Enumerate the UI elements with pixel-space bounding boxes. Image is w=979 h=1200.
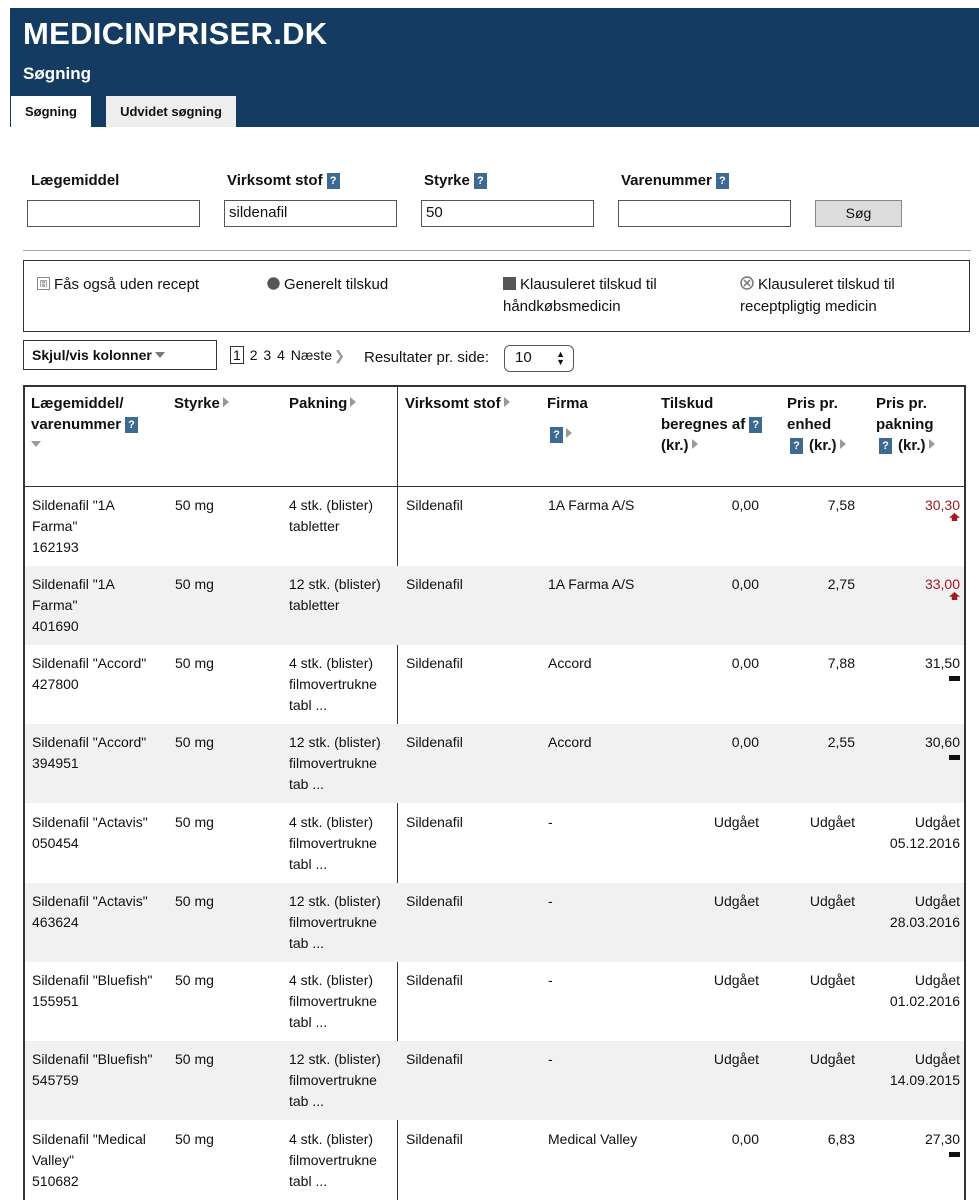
cell-pakning-line: filmovertrukne bbox=[289, 676, 377, 692]
crossed-circle-icon bbox=[740, 275, 754, 296]
cell-name-line: Farma" bbox=[32, 518, 78, 534]
cell-pakning-line: tab ... bbox=[289, 776, 325, 792]
cell-tilskud bbox=[655, 812, 759, 833]
cell-styrke bbox=[175, 653, 275, 674]
tab-soegning[interactable]: Søgning bbox=[11, 96, 91, 127]
cell-pakning bbox=[289, 812, 399, 875]
cell-pakning-line: 12 stk. (blister) bbox=[289, 1051, 381, 1067]
cell-name bbox=[32, 732, 172, 774]
table-row[interactable] bbox=[25, 1121, 964, 1200]
header-text: Styrke bbox=[174, 395, 220, 412]
cell-pakning-line: tabletter bbox=[289, 597, 340, 613]
legend-item-generelt bbox=[267, 274, 388, 296]
cell-virksomt-stof-line: Sildenafil bbox=[406, 576, 463, 592]
field-label-laegemiddel bbox=[31, 172, 119, 189]
per-page-value: 10 bbox=[515, 349, 532, 366]
cell-pakning-line: tabl ... bbox=[289, 1173, 328, 1189]
cell-firma-line: - bbox=[548, 1051, 553, 1067]
cell-styrke-line: 50 mg bbox=[175, 893, 214, 909]
cell-firma-line: - bbox=[548, 814, 553, 830]
sort-icon bbox=[223, 397, 229, 407]
cell-name-line: Sildenafil "Accord" bbox=[32, 655, 147, 671]
header-text: Pris pr. bbox=[787, 395, 838, 412]
cell-tilskud-line: 0,00 bbox=[731, 497, 759, 513]
cell-pris-pakning-line: Udgået bbox=[914, 893, 960, 909]
cell-firma-line: - bbox=[548, 972, 553, 988]
header-firma[interactable] bbox=[547, 393, 588, 445]
header-text: Virksomt stof bbox=[405, 395, 501, 412]
cell-pakning bbox=[289, 970, 399, 1033]
cell-pakning-line: 4 stk. (blister) bbox=[289, 972, 374, 988]
label-text: Varenummer bbox=[621, 172, 712, 189]
cell-pakning-line: 4 stk. (blister) bbox=[289, 814, 374, 830]
cell-firma bbox=[548, 970, 668, 991]
cell-styrke bbox=[175, 732, 275, 753]
cell-styrke-line: 50 mg bbox=[175, 1131, 214, 1147]
styrke-input[interactable]: 50 bbox=[421, 200, 594, 227]
cell-pris-pakning bbox=[865, 1049, 960, 1091]
cell-pakning-line: 12 stk. (blister) bbox=[289, 893, 381, 909]
legend-item-haandkoeb bbox=[503, 274, 723, 317]
cell-name-line: Sildenafil "Bluefish" bbox=[32, 972, 153, 988]
cell-virksomt-stof-line: Sildenafil bbox=[406, 497, 463, 513]
cell-pris-pakning bbox=[865, 1129, 960, 1157]
field-label-virksomt-stof bbox=[227, 172, 340, 189]
cell-pris-pakning-line: Udgået bbox=[914, 1051, 960, 1067]
cell-name bbox=[32, 812, 172, 854]
cell-name-line: 162193 bbox=[32, 539, 79, 555]
cell-pakning-line: tabl ... bbox=[289, 697, 328, 713]
cell-name bbox=[32, 891, 172, 933]
cell-pris-enhed bbox=[765, 495, 855, 516]
cell-styrke-line: 50 mg bbox=[175, 734, 214, 750]
cell-pris-pakning bbox=[865, 495, 960, 521]
cell-pris-pakning-line: Udgået bbox=[914, 972, 960, 988]
cell-tilskud bbox=[655, 653, 759, 674]
cell-pakning bbox=[289, 574, 399, 616]
cell-pakning-line: filmovertrukne bbox=[289, 993, 377, 1009]
legend-box bbox=[23, 260, 970, 332]
cell-name bbox=[32, 574, 172, 637]
help-icon[interactable]: ? bbox=[550, 427, 563, 443]
header-pris-enhed[interactable] bbox=[787, 393, 846, 456]
cell-pris-enhed-line: Udgået bbox=[809, 893, 855, 909]
price-up-icon bbox=[949, 513, 960, 521]
columns-toggle-label: Skjul/vis kolonner bbox=[32, 347, 152, 363]
cell-name bbox=[32, 1049, 172, 1091]
next-page-link[interactable] bbox=[291, 347, 347, 364]
legend-text: Klausuleret tilskud til receptpligtig medicin bbox=[740, 276, 895, 315]
table-row[interactable] bbox=[25, 962, 964, 1041]
cell-virksomt-stof bbox=[406, 1129, 526, 1150]
legend-text: Generelt tilskud bbox=[284, 276, 389, 293]
columns-toggle-dropdown[interactable] bbox=[23, 340, 217, 370]
cell-firma bbox=[548, 574, 668, 595]
legend-item-otc bbox=[37, 274, 199, 296]
header-pris-pakning[interactable] bbox=[876, 393, 935, 456]
page-1[interactable]: 1 bbox=[230, 346, 244, 364]
sort-icon bbox=[504, 397, 510, 407]
header-pakning[interactable] bbox=[289, 393, 356, 414]
sort-down-icon bbox=[31, 441, 41, 447]
cell-pris-enhed bbox=[765, 574, 855, 595]
cell-pris-enhed bbox=[765, 812, 855, 833]
cell-name-line: 155951 bbox=[32, 993, 79, 1009]
cell-virksomt-stof bbox=[406, 1049, 526, 1070]
select-arrows-icon: ▲ ▼ bbox=[556, 349, 565, 367]
cell-tilskud-line: 0,00 bbox=[731, 734, 759, 750]
cell-styrke bbox=[175, 970, 275, 991]
header-text: (kr.) bbox=[661, 437, 689, 454]
cell-pris-pakning-line: 28.03.2016 bbox=[889, 914, 960, 930]
cell-tilskud-line: 0,00 bbox=[731, 655, 759, 671]
cell-styrke-line: 50 mg bbox=[175, 1051, 214, 1067]
page-4[interactable]: 4 bbox=[277, 347, 285, 363]
cell-name-line: Farma" bbox=[32, 597, 78, 613]
cell-virksomt-stof bbox=[406, 653, 526, 674]
cell-pris-pakning bbox=[865, 891, 960, 933]
cell-virksomt-stof-line: Sildenafil bbox=[406, 814, 463, 830]
cell-name bbox=[32, 1129, 172, 1192]
cell-pris-pakning bbox=[865, 653, 960, 681]
cell-pris-enhed bbox=[765, 1049, 855, 1070]
header-text: beregnes af bbox=[661, 416, 746, 433]
divider bbox=[23, 250, 971, 251]
cell-pakning bbox=[289, 653, 399, 716]
cell-firma-line: 1A Farma A/S bbox=[548, 576, 635, 592]
header-styrke[interactable] bbox=[174, 393, 229, 414]
cell-pakning-line: tab ... bbox=[289, 1093, 325, 1109]
label-text: Virksomt stof bbox=[227, 172, 323, 189]
cell-tilskud-line: Udgået bbox=[713, 972, 759, 988]
cell-pakning-line: tab ... bbox=[289, 935, 325, 951]
cell-firma bbox=[548, 653, 668, 674]
cell-pris-pakning-line: 05.12.2016 bbox=[889, 835, 960, 851]
cell-styrke-line: 50 mg bbox=[175, 814, 214, 830]
cell-styrke-line: 50 mg bbox=[175, 497, 214, 513]
cell-pris-pakning-line: 01.02.2016 bbox=[889, 993, 960, 1009]
cell-pris-enhed-line: 2,75 bbox=[827, 576, 855, 592]
cell-tilskud bbox=[655, 1129, 759, 1150]
cell-pris-pakning-line: 14.09.2015 bbox=[889, 1072, 960, 1088]
cell-name bbox=[32, 653, 172, 695]
cell-virksomt-stof-line: Sildenafil bbox=[406, 734, 463, 750]
varenummer-input[interactable] bbox=[618, 200, 791, 227]
cell-pris-enhed bbox=[765, 653, 855, 674]
laegemiddel-input[interactable] bbox=[27, 200, 200, 227]
cell-styrke-line: 50 mg bbox=[175, 576, 214, 592]
table-row[interactable] bbox=[25, 804, 964, 883]
label-text: Styrke bbox=[424, 172, 470, 189]
square-icon bbox=[503, 275, 516, 296]
cell-pris-enhed-line: Udgået bbox=[809, 1051, 855, 1067]
cell-virksomt-stof-line: Sildenafil bbox=[406, 655, 463, 671]
help-icon[interactable]: ? bbox=[327, 173, 340, 189]
price-up-icon bbox=[949, 592, 960, 600]
cell-pris-pakning-line: 27,30 bbox=[924, 1131, 960, 1147]
cell-name-line: Sildenafil "1A bbox=[32, 576, 115, 592]
page-3[interactable]: 3 bbox=[263, 347, 272, 363]
cell-firma bbox=[548, 732, 668, 753]
header-text: varenummer bbox=[31, 416, 122, 433]
cell-pris-pakning bbox=[865, 970, 960, 1012]
field-label-varenummer bbox=[621, 172, 729, 189]
legend-item-receptpligtig bbox=[740, 274, 950, 317]
cell-pakning-line: filmovertrukne bbox=[289, 1152, 377, 1168]
cell-styrke bbox=[175, 1129, 275, 1150]
cell-firma bbox=[548, 812, 668, 833]
header-text: Firma bbox=[547, 395, 588, 412]
cell-pakning bbox=[289, 732, 399, 795]
cell-pakning bbox=[289, 891, 399, 954]
help-icon[interactable]: ? bbox=[125, 417, 138, 433]
page-subtitle: Søgning bbox=[23, 64, 91, 83]
cell-firma-line: - bbox=[548, 893, 553, 909]
cell-firma-line: Accord bbox=[548, 734, 592, 750]
price-unchanged-icon bbox=[949, 1152, 960, 1157]
cell-tilskud bbox=[655, 970, 759, 991]
cell-name-line: Sildenafil "Actavis" bbox=[32, 893, 148, 909]
cell-firma bbox=[548, 1049, 668, 1070]
cell-pris-enhed-line: Udgået bbox=[809, 972, 855, 988]
cell-tilskud-line: Udgået bbox=[713, 1051, 759, 1067]
header-text: Pris pr. bbox=[876, 395, 927, 412]
cell-pakning bbox=[289, 1129, 399, 1192]
sort-icon bbox=[692, 439, 698, 449]
cell-name-line: 050454 bbox=[32, 835, 79, 851]
cell-virksomt-stof bbox=[406, 732, 526, 753]
cell-styrke bbox=[175, 574, 275, 595]
cell-name bbox=[32, 970, 172, 1012]
cell-pris-pakning bbox=[865, 574, 960, 600]
tab-udvidet-soegning[interactable]: Udvidet søgning bbox=[106, 96, 236, 127]
cell-virksomt-stof bbox=[406, 891, 526, 912]
help-icon[interactable]: ? bbox=[474, 173, 487, 189]
cell-pakning-line: filmovertrukne bbox=[289, 755, 377, 771]
cell-pris-enhed-line: Udgået bbox=[809, 814, 855, 830]
cell-name-line: 510682 bbox=[32, 1173, 79, 1189]
header-tilskud[interactable] bbox=[661, 393, 762, 456]
cell-pris-pakning-line: 30,60 bbox=[924, 734, 960, 750]
cell-pakning-line: tabletter bbox=[289, 518, 340, 534]
cell-name-line: 401690 bbox=[32, 618, 79, 634]
cell-virksomt-stof-line: Sildenafil bbox=[406, 1131, 463, 1147]
cell-name-line: 394951 bbox=[32, 755, 79, 771]
header-text: enhed bbox=[787, 416, 832, 433]
cell-pris-enhed bbox=[765, 732, 855, 753]
price-unchanged-icon bbox=[949, 676, 960, 681]
cell-pris-pakning bbox=[865, 812, 960, 854]
cell-tilskud-line: Udgået bbox=[713, 814, 759, 830]
cell-tilskud bbox=[655, 495, 759, 516]
cell-pris-pakning-line: 30,30 bbox=[924, 497, 960, 513]
per-page-label: Resultater pr. side: bbox=[364, 349, 490, 366]
cell-name-line: Sildenafil "Bluefish" bbox=[32, 1051, 153, 1067]
sort-icon bbox=[566, 428, 572, 438]
legend-text: Klausuleret tilskud til håndkøbsmedicin bbox=[503, 276, 657, 315]
cell-pakning-line: 4 stk. (blister) bbox=[289, 1131, 374, 1147]
price-unchanged-icon bbox=[949, 755, 960, 760]
cell-name-line: Sildenafil "1A bbox=[32, 497, 115, 513]
cell-pakning-line: tabl ... bbox=[289, 856, 328, 872]
page-2[interactable]: 2 bbox=[249, 347, 258, 363]
help-icon[interactable]: ? bbox=[749, 417, 762, 433]
cell-pakning-line: tabl ... bbox=[289, 1014, 328, 1030]
help-icon[interactable]: ? bbox=[790, 438, 803, 454]
cell-tilskud bbox=[655, 732, 759, 753]
cell-styrke bbox=[175, 1049, 275, 1070]
otc-icon bbox=[37, 275, 50, 296]
table-row[interactable] bbox=[25, 566, 964, 645]
cell-virksomt-stof bbox=[406, 574, 526, 595]
cell-pris-enhed bbox=[765, 1129, 855, 1150]
search-button[interactable]: Søg bbox=[815, 200, 902, 227]
chevron-right-icon: ❯ bbox=[333, 348, 345, 363]
help-icon[interactable]: ? bbox=[716, 173, 729, 189]
cell-firma bbox=[548, 891, 668, 912]
cell-pakning-line: 12 stk. (blister) bbox=[289, 576, 381, 592]
cell-firma-line: Accord bbox=[548, 655, 592, 671]
cell-name-line: 545759 bbox=[32, 1072, 79, 1088]
cell-pris-enhed-line: 2,55 bbox=[827, 734, 855, 750]
cell-pris-pakning-line: 33,00 bbox=[924, 576, 960, 592]
site-title[interactable]: MEDICINPRISER.DK bbox=[23, 16, 328, 51]
field-label-styrke bbox=[424, 172, 487, 189]
cell-styrke-line: 50 mg bbox=[175, 972, 214, 988]
cell-pris-pakning bbox=[865, 732, 960, 760]
cell-pakning-line: 4 stk. (blister) bbox=[289, 655, 374, 671]
cell-name-line: Valley" bbox=[32, 1152, 75, 1168]
sort-icon bbox=[929, 439, 935, 449]
header-text: Lægemiddel/ bbox=[31, 395, 124, 412]
cell-pris-pakning-line: Udgået bbox=[914, 814, 960, 830]
cell-virksomt-stof bbox=[406, 970, 526, 991]
table-row[interactable] bbox=[25, 724, 964, 803]
header-text: Tilskud bbox=[661, 395, 714, 412]
cell-virksomt-stof bbox=[406, 812, 526, 833]
cell-pris-pakning-line: 31,50 bbox=[924, 655, 960, 671]
cell-pakning-line: filmovertrukne bbox=[289, 1072, 377, 1088]
cell-pris-enhed-line: 6,83 bbox=[827, 1131, 855, 1147]
cell-pris-enhed bbox=[765, 891, 855, 912]
cell-pakning-line: 4 stk. (blister) bbox=[289, 497, 374, 513]
cell-styrke bbox=[175, 812, 275, 833]
cell-firma-line: Medical Valley bbox=[548, 1131, 638, 1147]
table-row[interactable] bbox=[25, 487, 964, 566]
header-text: pakning bbox=[876, 416, 934, 433]
cell-name-line: Sildenafil "Accord" bbox=[32, 734, 147, 750]
cell-firma bbox=[548, 1129, 668, 1150]
label-text: Lægemiddel bbox=[31, 172, 120, 189]
next-label: Næste bbox=[290, 347, 332, 363]
cell-tilskud bbox=[655, 1049, 759, 1070]
cell-pris-enhed bbox=[765, 970, 855, 991]
cell-name-line: 463624 bbox=[32, 914, 79, 930]
header-virksomt-stof[interactable] bbox=[405, 393, 510, 414]
chevron-down-icon bbox=[155, 352, 165, 358]
svg-text:H: H bbox=[40, 280, 47, 289]
sort-icon bbox=[840, 439, 846, 449]
cell-tilskud-line: 0,00 bbox=[731, 1131, 759, 1147]
cell-pakning bbox=[289, 495, 399, 537]
pagination bbox=[230, 346, 349, 364]
cell-name-line: Sildenafil "Medical bbox=[32, 1131, 146, 1147]
cell-pakning-line: filmovertrukne bbox=[289, 835, 377, 851]
table-row[interactable] bbox=[25, 883, 964, 962]
cell-tilskud-line: 0,00 bbox=[731, 576, 759, 592]
header-text: Pakning bbox=[289, 395, 348, 412]
cell-tilskud bbox=[655, 891, 759, 912]
cell-virksomt-stof-line: Sildenafil bbox=[406, 972, 463, 988]
table-row[interactable] bbox=[25, 645, 964, 724]
cell-pris-enhed-line: 7,88 bbox=[827, 655, 855, 671]
cell-pris-enhed-line: 7,58 bbox=[827, 497, 855, 513]
sort-icon bbox=[350, 397, 356, 407]
cell-virksomt-stof-line: Sildenafil bbox=[406, 893, 463, 909]
cell-styrke bbox=[175, 891, 275, 912]
header-laegemiddel[interactable] bbox=[31, 393, 138, 447]
virksomt-stof-input[interactable]: sildenafil bbox=[224, 200, 397, 227]
cell-styrke-line: 50 mg bbox=[175, 655, 214, 671]
cell-virksomt-stof bbox=[406, 495, 526, 516]
cell-name-line: 427800 bbox=[32, 676, 79, 692]
site-header bbox=[10, 8, 979, 127]
per-page-select[interactable] bbox=[504, 345, 574, 372]
header-text: (kr.) bbox=[898, 437, 926, 454]
cell-pakning bbox=[289, 1049, 399, 1112]
cell-tilskud bbox=[655, 574, 759, 595]
cell-tilskud-line: Udgået bbox=[713, 893, 759, 909]
help-icon[interactable]: ? bbox=[879, 438, 892, 454]
cell-virksomt-stof-line: Sildenafil bbox=[406, 1051, 463, 1067]
cell-pakning-line: 12 stk. (blister) bbox=[289, 734, 381, 750]
legend-text: Fås også uden recept bbox=[54, 276, 200, 293]
table-row[interactable] bbox=[25, 1041, 964, 1120]
cell-name-line: Sildenafil "Actavis" bbox=[32, 814, 148, 830]
cell-firma-line: 1A Farma A/S bbox=[548, 497, 635, 513]
cell-styrke bbox=[175, 495, 275, 516]
circle-icon bbox=[267, 275, 280, 296]
cell-pakning-line: filmovertrukne bbox=[289, 914, 377, 930]
cell-firma bbox=[548, 495, 668, 516]
header-text: (kr.) bbox=[809, 437, 837, 454]
cell-name bbox=[32, 495, 172, 558]
